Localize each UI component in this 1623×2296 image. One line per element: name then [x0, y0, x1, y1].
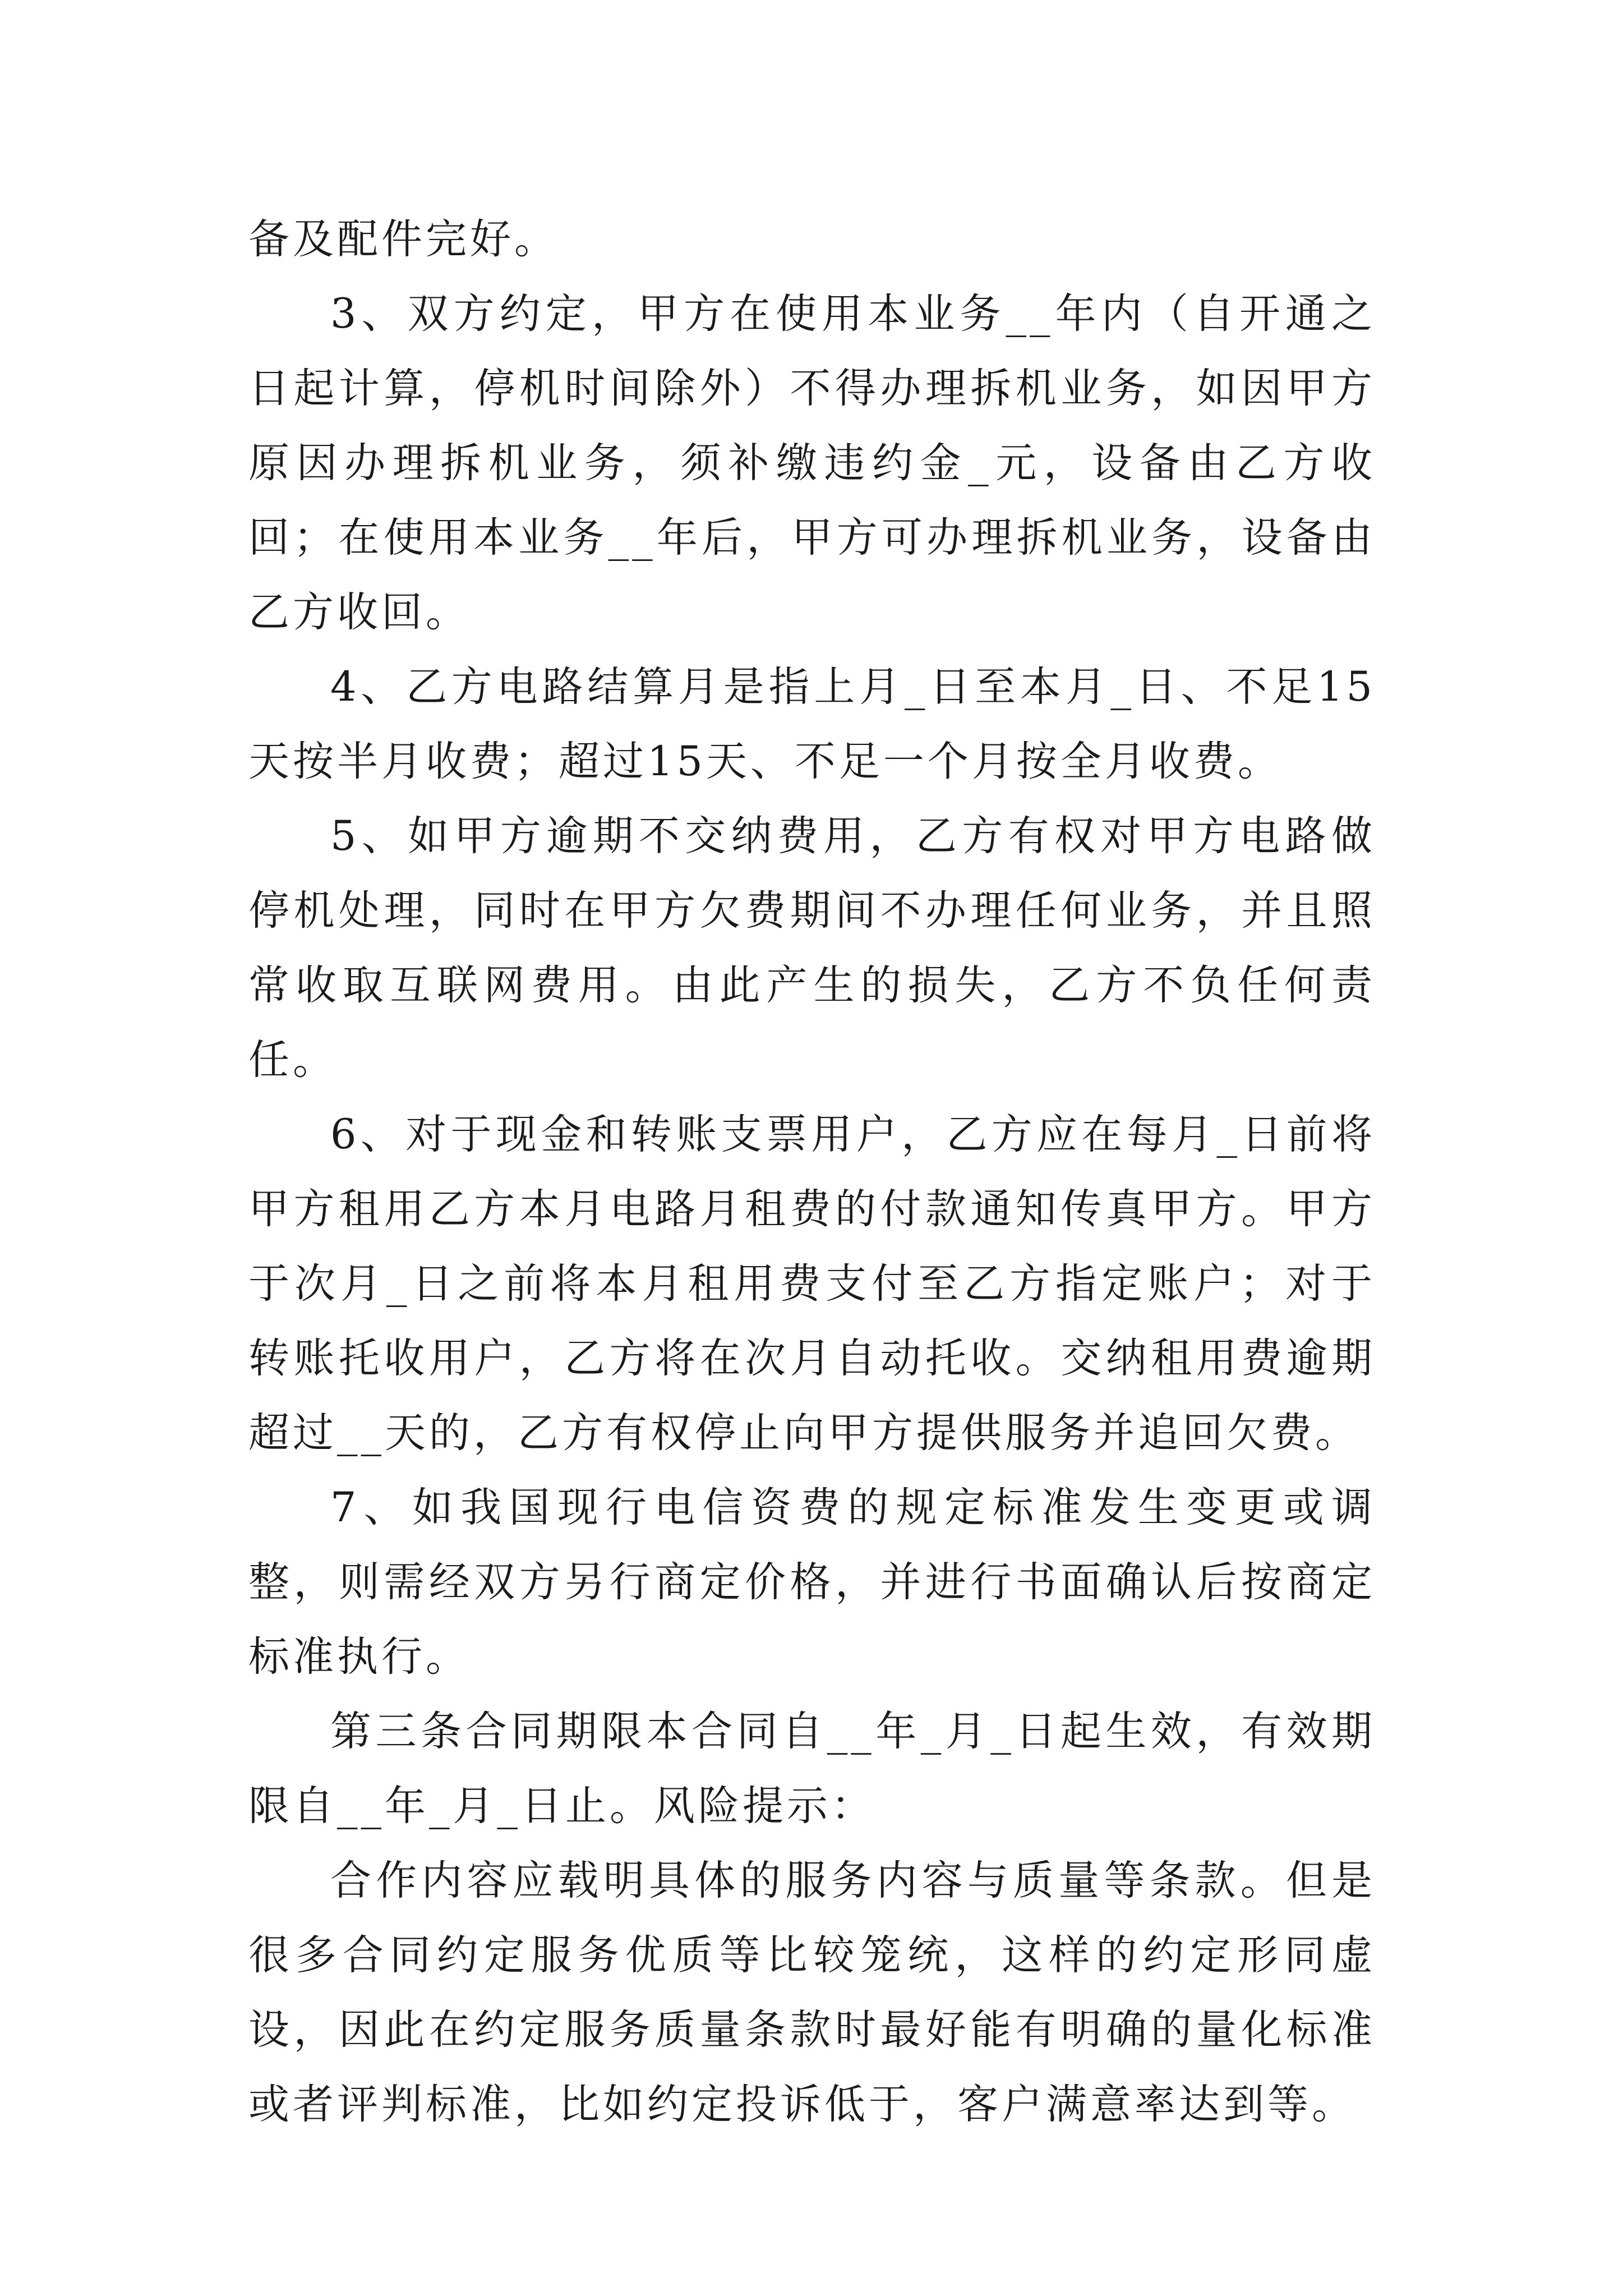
paragraph-risk-note: 合作内容应载明具体的服务内容与质量等条款。但是很多合同约定服务优质等比较笼统，这样的约定形同虚设，因此在约定服务质量条款时最好能有明确的量化标准或者评判标准，比如约定投诉低于，客户满意率达到等。 [248, 1857, 1376, 2128]
paragraph-clause-7: 7、如我国现行电信资费的规定标准发生变更或调整，则需经双方另行商定价格，并进行书面确认后按商定标准执行。 [248, 1484, 1376, 1681]
paragraph-article-3: 第三条合同期限本合同自__年_月_日起生效，有效期限自__年_月_日止。风险提示： [248, 1708, 1376, 1830]
paragraph-clause-3: 3、双方约定，甲方在使用本业务__年内（自开通之日起计算，停机时间除外）不得办理拆机业务，如因甲方原因办理拆机业务，须补缴违约金_元，设备由乙方收回；在使用本业务__年后，甲方可办理拆机业务，设备由乙方收回。 [248, 290, 1376, 636]
paragraph-clause-5: 5、如甲方逾期不交纳费用，乙方有权对甲方电路做停机处理，同时在甲方欠费期间不办理任何业务，并且照常收取互联网费用。由此产生的损失，乙方不负任何责任。 [248, 812, 1376, 1084]
paragraph-clause-6: 6、对于现金和转账支票用户，乙方应在每月_日前将甲方租用乙方本月电路月租费的付款通知传真甲方。甲方于次月_日之前将本月租用费支付至乙方指定账户；对于转账托收用户，乙方将在次月自动托收。交纳租用费逾期超过__天的，乙方有权停止向甲方提供服务并追回欠费。 [248, 1111, 1376, 1457]
paragraph-clause-4: 4、乙方电路结算月是指上月_日至本月_日、不足15天按半月收费；超过15天、不足一个月按全月收费。 [248, 663, 1376, 785]
document-body [248, 202, 1376, 2142]
paragraph-continuation: 备及配件完好。 [248, 215, 559, 263]
